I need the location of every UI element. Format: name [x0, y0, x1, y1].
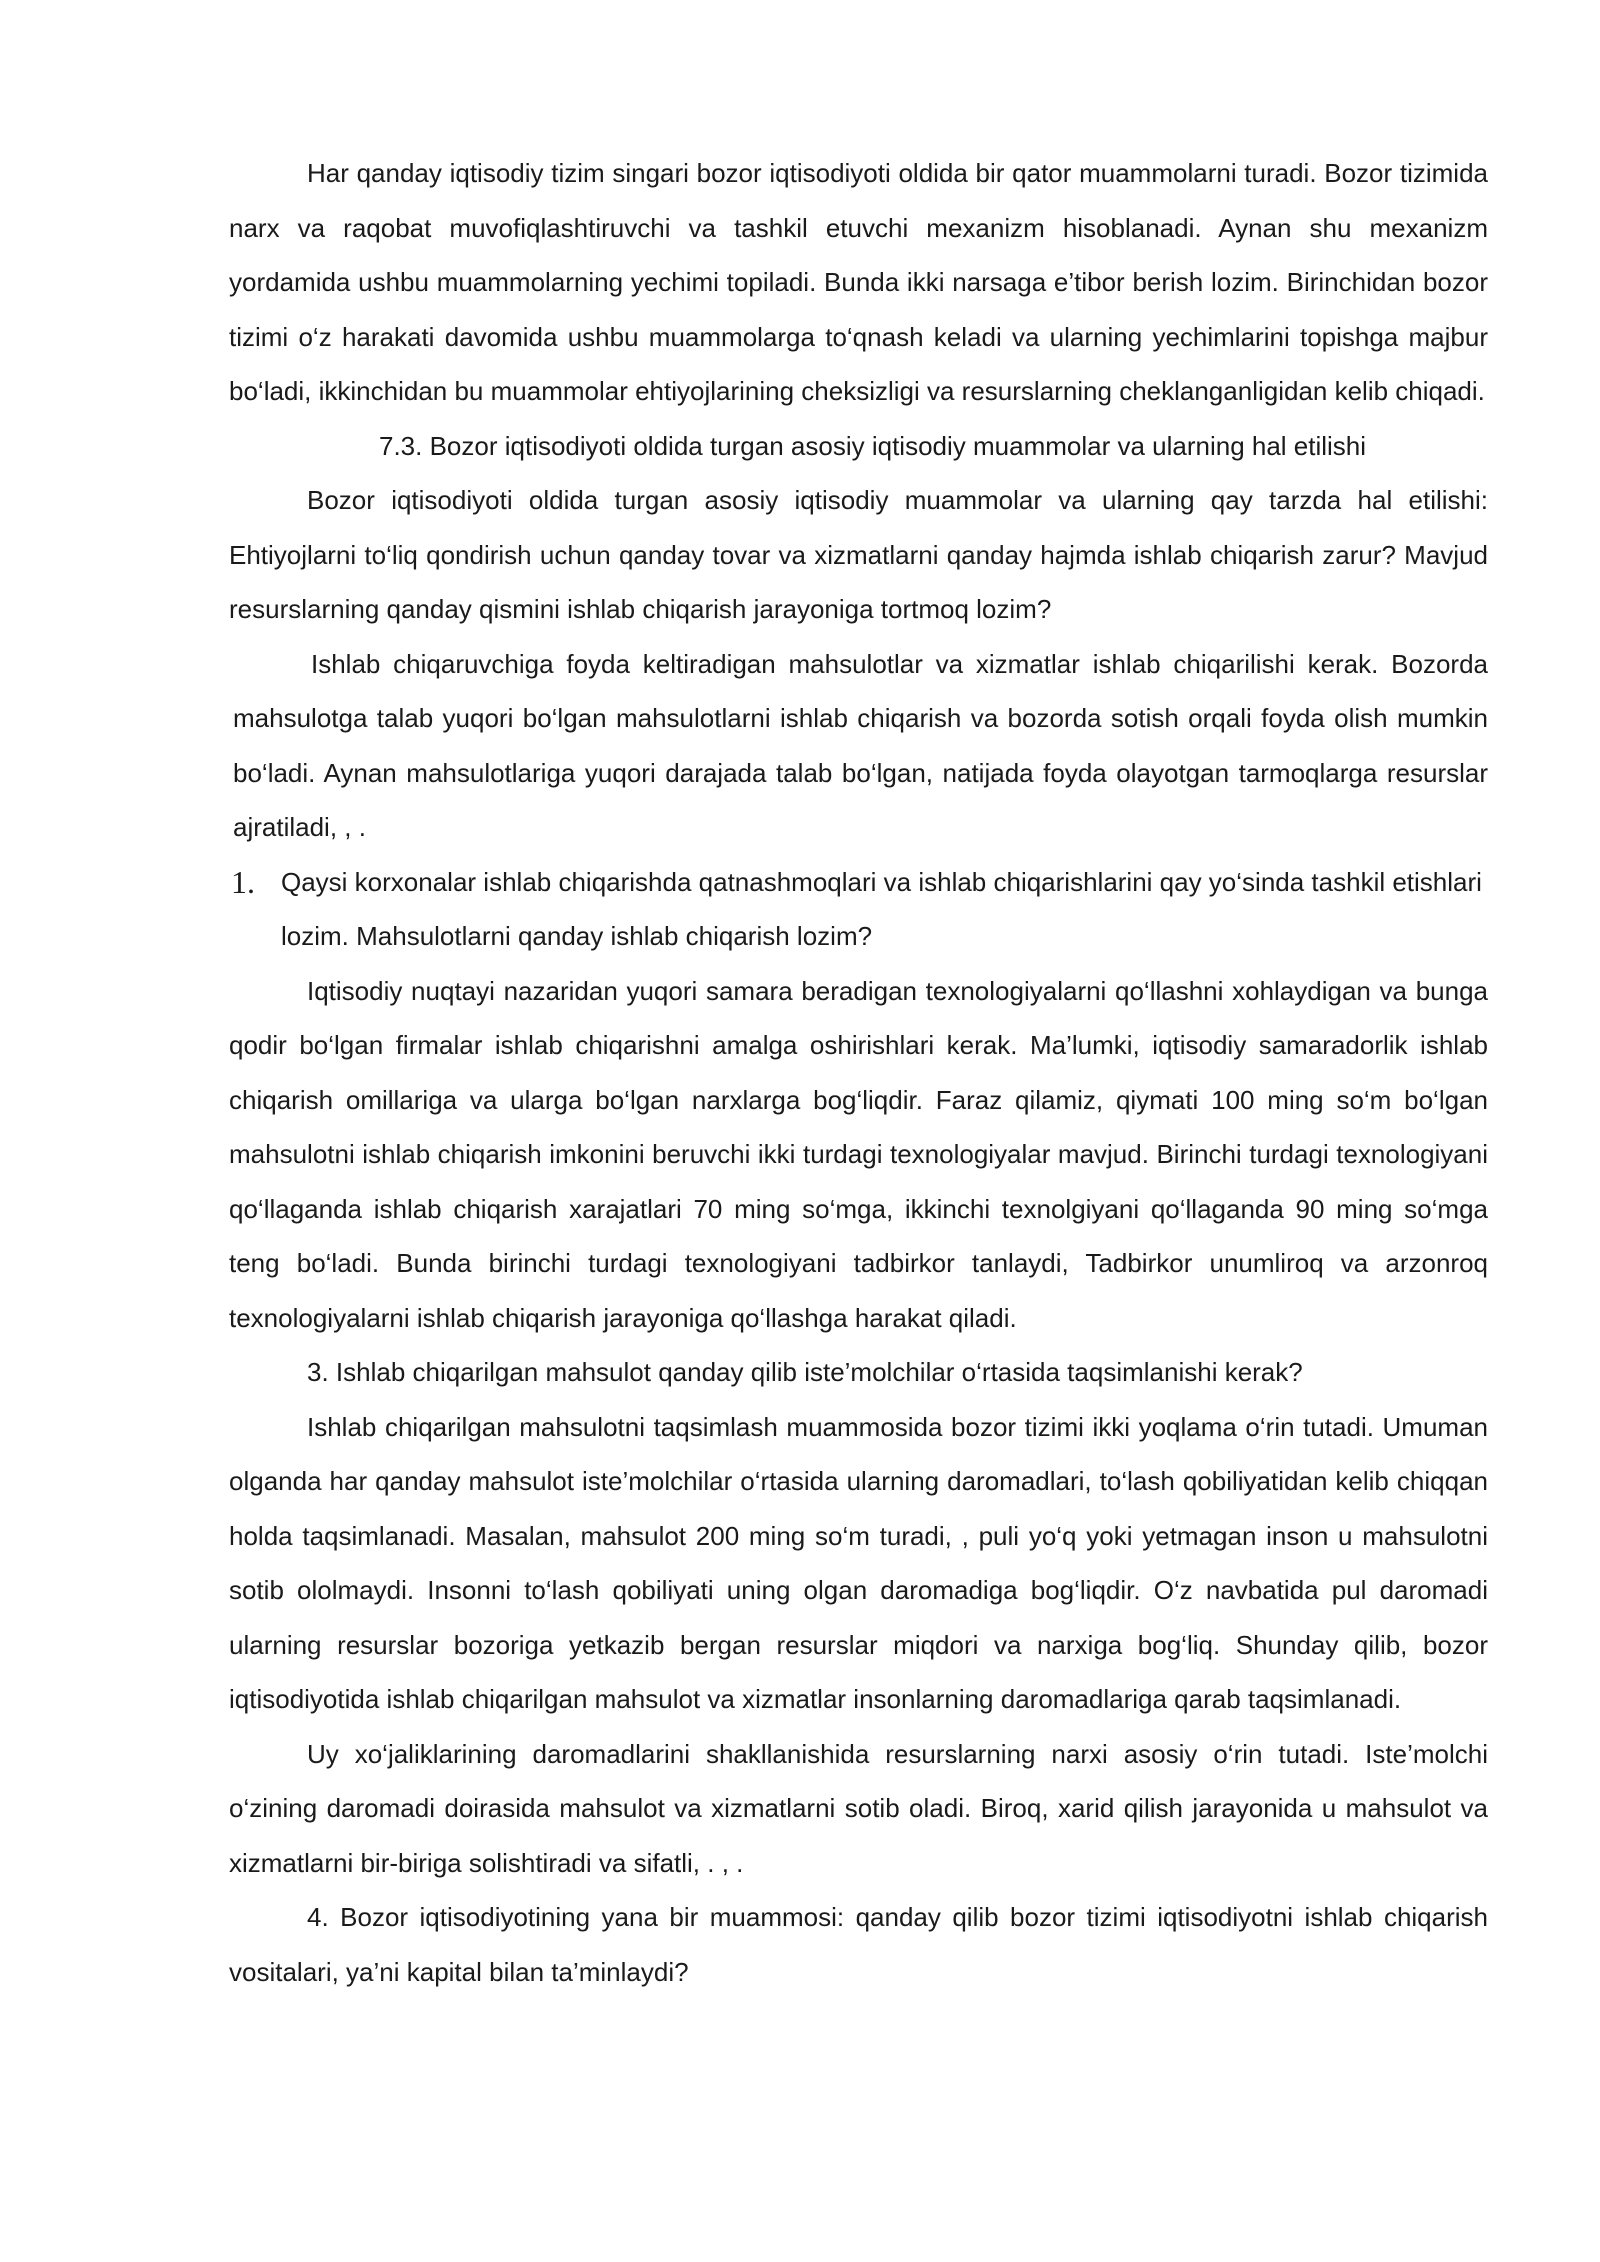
paragraph-producer-profit: Ishlab chiqaruvchiga foyda keltiradigan mahsulotlar va xizmatlar ishlab chiqarilishi kerak. Bozorda mahsulotga talab yuqori bo‘lgan mahsulotlarni ishlab chiqarish va bozorda sotish orqali foyda olish mumkin bo‘ladi. Aynan mahsulotlariga yuqori darajada talab bo‘lgan, natijada foyda olayotgan tarmoqlarga resurslar ajratiladi, , . [233, 648, 1488, 842]
paragraph-question-4: 4. Bozor iqtisodiyotining yana bir muammosi: qanday qilib bozor tizimi iqtisodiyotni ishlab chiqarish vositalari, ya’ni kapital bilan ta’minlaydi? [229, 1902, 1488, 1987]
paragraph-question-3: 3. Ishlab chiqarilgan mahsulot qanday qilib iste’molchilar o‘rtasida taqsimlanishi kerak? [307, 1357, 1303, 1387]
section-heading: 7.3. Bozor iqtisodiyoti oldida turgan asosiy iqtisodiy muammolar va ularning hal etilishi [379, 430, 1367, 461]
document-page [229, 146, 1488, 1999]
list-number: 1. [231, 863, 255, 900]
numbered-list-item [229, 855, 1488, 964]
paragraph-households: Uy xo‘jaliklarining daromadlarini shakllanishida resurslarning narxi asosiy o‘rin tutadi. Iste’molchi o‘zining daromadi doirasida mahsulot va xizmatlarni sotib oladi. Biroq, xarid qilish jarayonida u mahsulot va xizmatlarni bir-biriga solishtiradi va sifatli, . , . [229, 1738, 1488, 1878]
paragraph-intro: Har qanday iqtisodiy tizim singari bozor iqtisodiyoti oldida bir qator muammolarni turadi. Bozor tizimida narx va raqobat muvofiqlashtiruvchi va tashkil etuvchi mexanizm hisoblanadi. Aynan shu mexanizm yordamida ushbu muammolarning yechimi topiladi. Bunda ikki narsaga e’tibor berish lozim. Birinchidan bozor tizimi o‘z harakati davomida ushbu muammolarga to‘qnash keladi va ularning yechimlarini topishga majbur bo‘ladi, ikkinchidan bu muammolar ehtiyojlarining cheksizligi va resurslarning cheklanganligidan kelib chiqadi. [229, 158, 1488, 406]
list-item-text: Qaysi korxonalar ishlab chiqarishda qatnashmoqlari va ishlab chiqarishlarini qay yo‘sinda tashkil etishlari lozim. Mahsulotlarni qanday ishlab chiqarish lozim? [281, 866, 1482, 951]
paragraph-distribution: Ishlab chiqarilgan mahsulotni taqsimlash muammosida bozor tizimi ikki yoqlama o‘rin tutadi. Umuman olganda har qanday mahsulot iste’molchilar o‘rtasida ularning daromadlari, to‘lash qobiliyatidan kelib chiqqan holda taqsimlanadi. Masalan, mahsulot 200 ming so‘m turadi, , puli yo‘q yoki yetmagan inson u mahsulotni sotib ololmaydi. Insonni to‘lash qobiliyati uning olgan daromadiga bog‘liqdir. O‘z navbatida pul daromadi ularning resurslar bozoriga yetkazib bergan resurslar miqdori va narxiga bog‘liq. Shunday qilib, bozor iqtisodiyotida ishlab chiqarilgan mahsulot va xizmatlar insonlarning daromadlariga qarab taqsimlanadi. [229, 1411, 1488, 1714]
paragraph-problems: Bozor iqtisodiyoti oldida turgan asosiy iqtisodiy muammolar va ularning qay tarzda hal etilishi: Ehtiyojlarni to‘liq qondirish uchun qanday tovar va xizmatlarni qanday hajmda ishlab chiqarish zarur? Mavjud resurslarning qanday qismini ishlab chiqarish jarayoniga tortmoq lozim? [229, 485, 1488, 624]
paragraph-technology: Iqtisodiy nuqtayi nazaridan yuqori samara beradigan texnologiyalarni qo‘llashni xohlaydigan va bunga qodir bo‘lgan firmalar ishlab chiqarishni amalga oshirishlari kerak. Ma’lumki, iqtisodiy samaradorlik ishlab chiqarish omillariga va ularga bo‘lgan narxlarga bog‘liqdir. Faraz qilamiz, qiymati 100 ming so‘m bo‘lgan mahsulotni ishlab chiqarish imkonini beruvchi ikki turdagi texnologiyalar mavjud. Birinchi turdagi texnologiyani qo‘llaganda ishlab chiqarish xarajatlari 70 ming so‘mga, ikkinchi texnolgiyani qo‘llaganda 90 ming so‘mga teng bo‘ladi. Bunda birinchi turdagi texnologiyani tadbirkor tanlaydi, Tadbirkor unumliroq va arzonroq texnologiyalarni ishlab chiqarish jarayoniga qo‘llashga harakat qiladi. [229, 975, 1488, 1333]
